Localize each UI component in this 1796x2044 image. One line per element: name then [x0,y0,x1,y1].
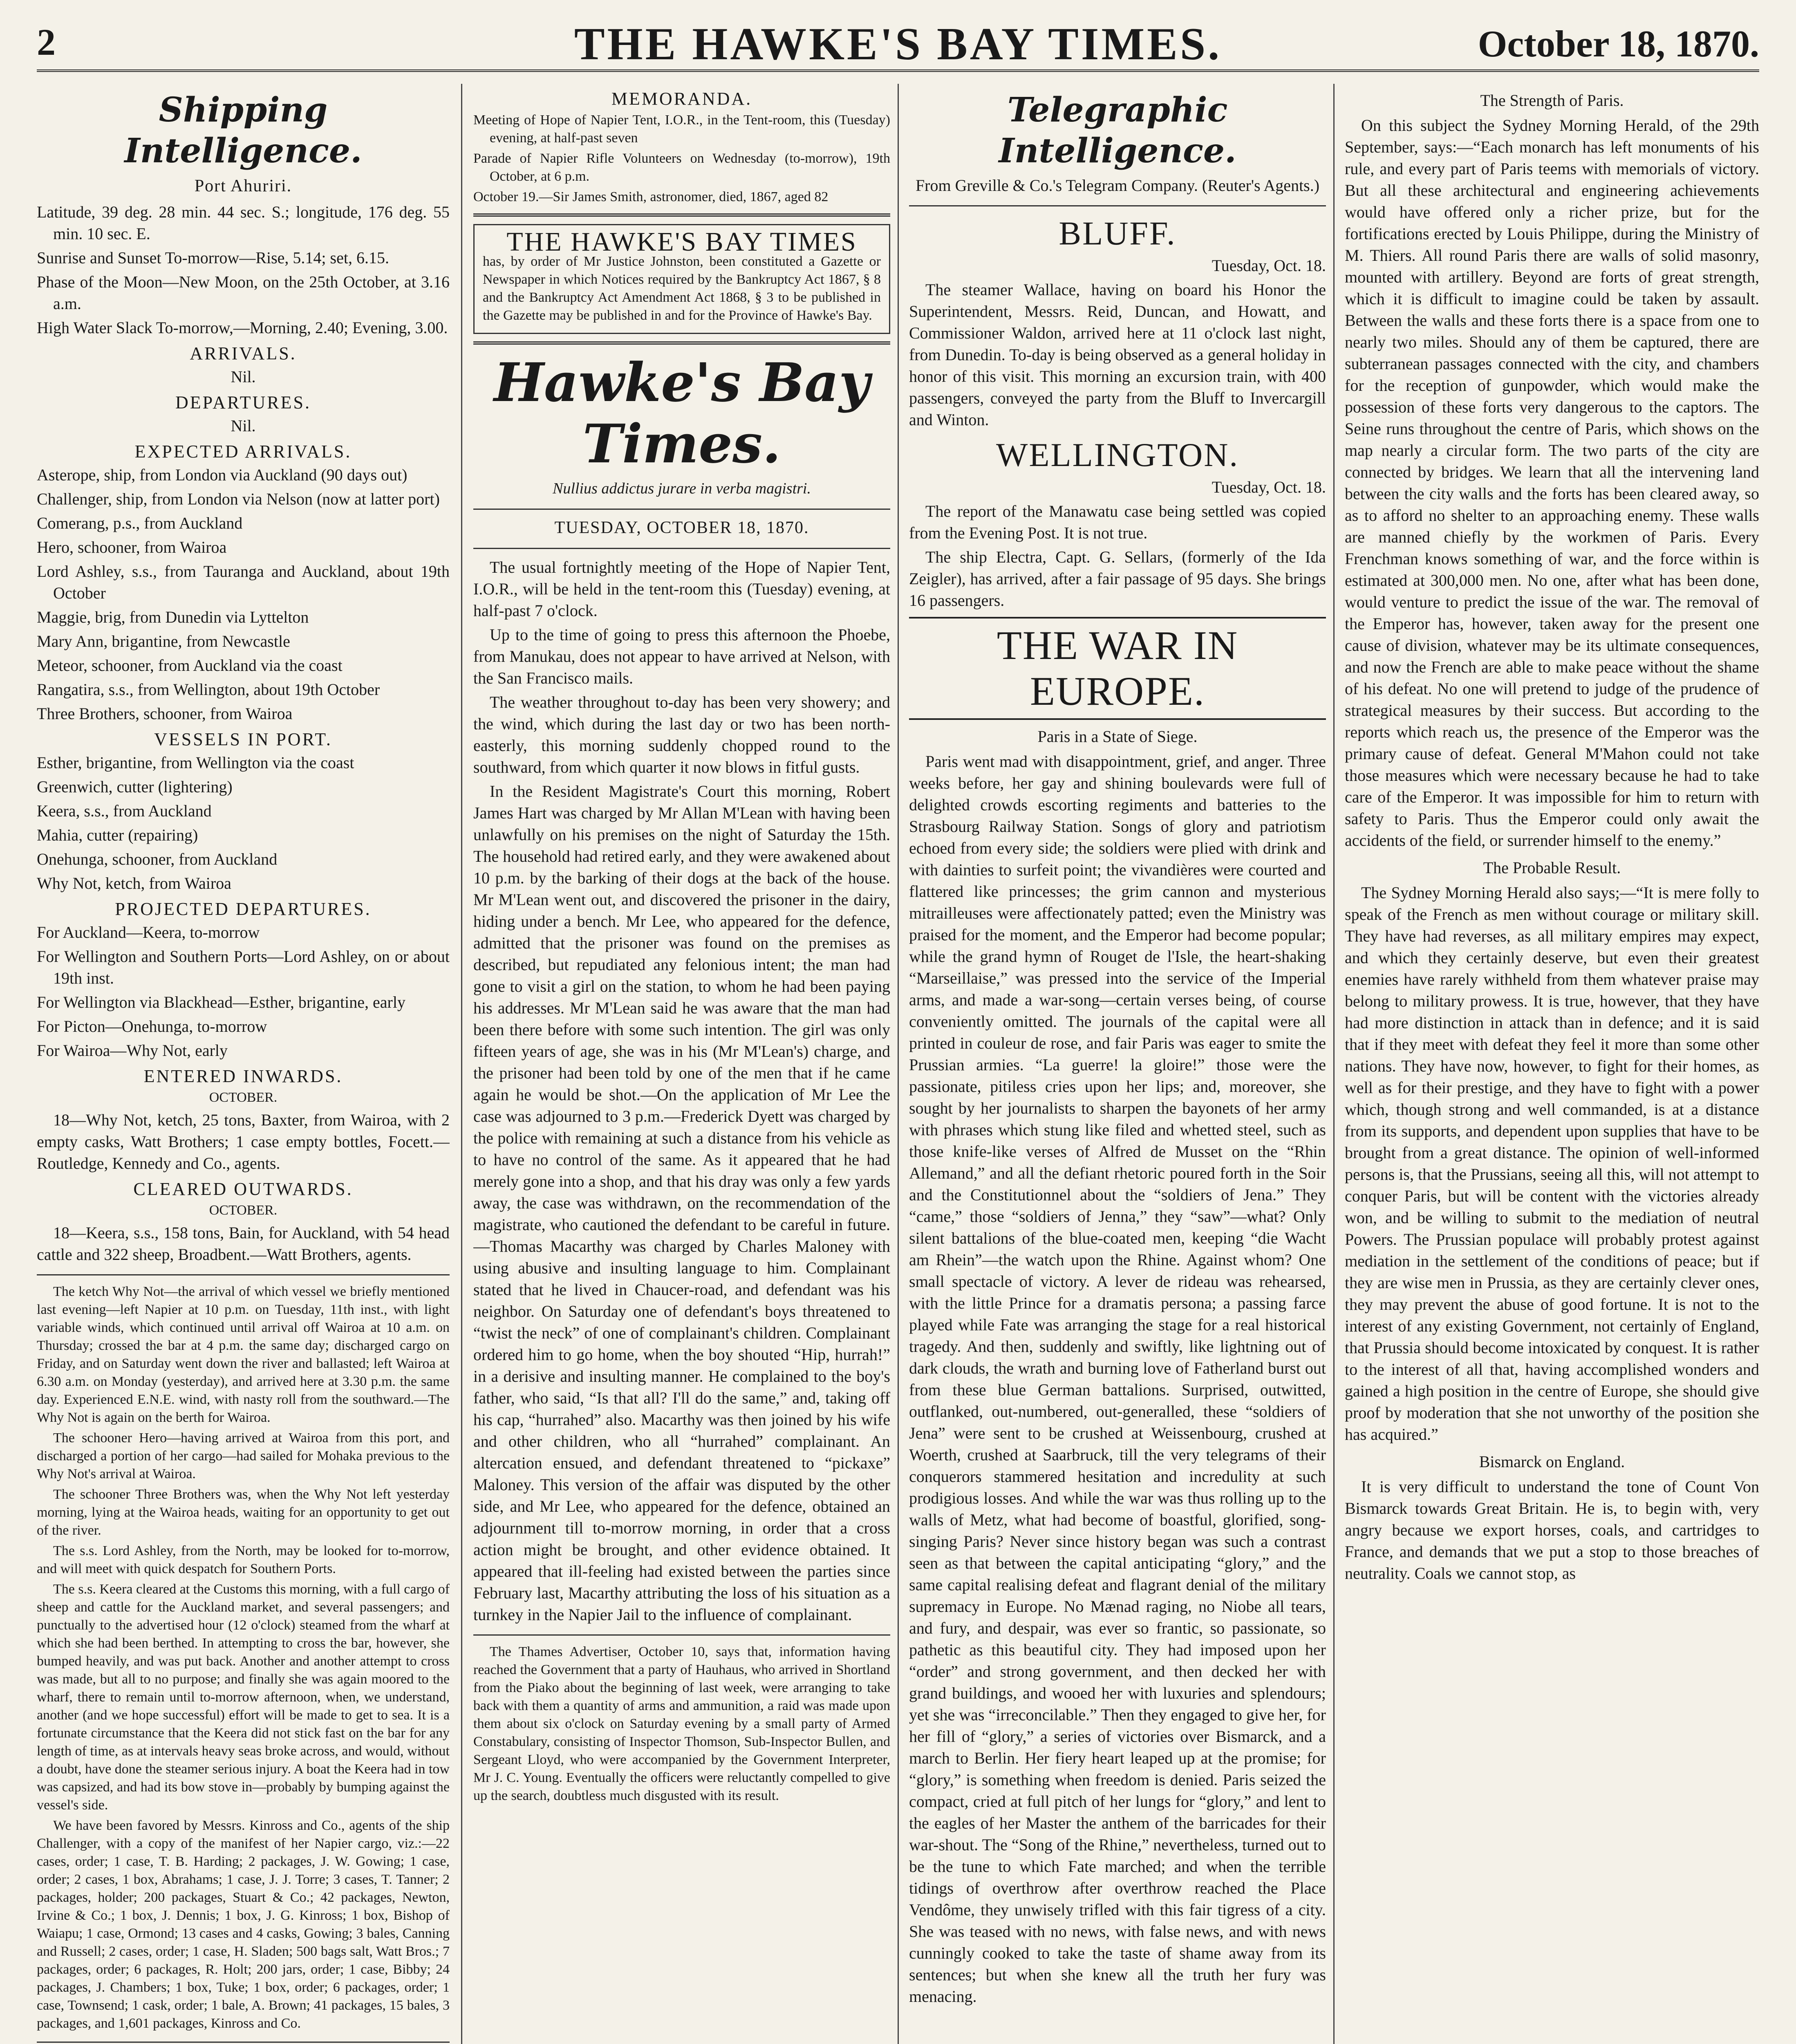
war-subheading: Paris in a State of Siege. [1037,727,1198,746]
memoranda-item: Meeting of Hope of Napier Tent, I.O.R., in the Tent-room, this (Tuesday) evening, at half-past seven [473,112,890,146]
war-paragraph: It is very difficult to understand the tone of Count Von Bismarck towards Great Britain. He is, to begin with, very angry because we export horses, coals, and cartridges to France, and demands that we put a stop to those breaches of neutrality. Coals we cannot stop, as [1345,1477,1759,1582]
arrivals-heading: ARRIVALS. [190,343,297,363]
list-item: Keera, s.s., from Auckland [37,802,212,820]
moon-phase: Phase of the Moon—New Moon, on the 25th October, at 3.16 a.m. [37,273,450,313]
war-paragraph: The Sydney Morning Herald also says;—“It is mere folly to speak of the French as men without courage or military skill. They have had reverses, as all military empires may expect, and which they certainly deserve, but even their greatest enemies have rarely withheld from them whatever praise may belong to military prowess. It is true, however, that they have had more distinction in attack than in defence; and it is said that if they meet with defeat they feel it more than some other nations. They have now, however, to fight for their homes, as well as for their prestige, and they have to fight with a power which, though strong and well commanded, is at a distance from its supports, and dependent upon supplies that have to be brought from a great distance. The opinion of well-informed persons is, that the Prussians, seeing all this, will not attempt to conquer Paris, but will be content with the victories already won, and be willing to submit to the mediation of neutral Powers. The Prussian populace will probably protest against mediation in the settlement of the conditions of peace; but if they are wise men in Prussia, as they are certainly clever ones, they may prevent the abuse of good fortune. It is not to the interest of any existing Government, not certainly of England, that Prussia should become intoxicated by conquest. It is rather to the interest of all that, having accomplished wonders and gained a high position in the centre of Europe, she should give proof by moderation that she not unworthy of the position she has acquired.” [1345,883,1759,1443]
divider [909,205,1326,206]
column-rule [1333,84,1335,2044]
list-item: For Picton—Onehunga, to-morrow [37,1017,267,1035]
sunrise: Sunrise and Sunset To-morrow—Rise, 5.14; set, 6.15. [37,249,389,267]
issue-date: October 18, 1870. [1478,23,1759,65]
arrivals-text: Nil. [231,368,256,386]
column-rule [898,84,899,2044]
list-item: Asterope, ship, from London via Auckland (90 days out) [37,466,408,484]
cleared-month: OCTOBER. [209,1203,278,1218]
list-item: Challenger, ship, from London via Nelson (now at latter port) [37,490,440,508]
shipping-note: The s.s. Keera cleared at the Customs this morning, with a full cargo of sheep and cattle for the Auckland market, and several passengers; and punctually to the advertised hour (12 o'clock) steamed from the wharf at which she had been berthed. In attempting to cross the bar, however, she bumped heavily, and was put back. Another and another attempt to cross was made, but all to no purpose; and finally she was again moored to the wharf, there to remain until to-morrow afternoon, when, we understand, another (and we hope successful) effort will be made to get to sea. It is a fortunate circumstance that the Keera did not stick fast on the bar for any length of time, as at intervals heavy seas broke across, and would, without a doubt, have done the steamer serious injury. A boat the Keera had in tow was capsized, and had its bow stove in—probably by bumping against the vessel's side. [37,1582,450,1813]
column-shipping [37,84,450,2044]
war-paragraph: Paris went mad with disappointment, grief, and anger. Three weeks before, her gay and shining boulevards were full of delighted crowds escorting regiments and batteries to the Strasbourg Railway Station. Songs of glory and patriotism echoed from every side; the soldiers were plied with drink and with dainties to surfeit point; the vivandières were courted and flattered like princesses; the grim cannon and mysterious mitrailleuses were affectionately patted; even the Ministry was praised for the moment, and the Emperor had become popular; while the grand hymn of Rouget de l'Isle, the heart-shaking “Marseillaise,” was pressed into the service of the Imperial arms, and made a war-song—certain verses being, of course conveniently omitted. The journals of the capital were all printed in couleur de rose, and fair Paris was eager to smite the Prussian armies. “La guerre! la gloire!” those were the passionate, pitiless cries upon her lips; and, moreover, she sought by her journalists to sharpen the bayonets of her army with phrases which stung like filed and whetted steel, such as those knife-like verses of Alfred de Musset on the “Rhin Allemand,” and all the defiant rhetoric poured forth in the Soir and the Constitutionnel about the “soldiers of Jena.” They “came,” those “soldiers of Jenna,” they “saw”—what? Only silent battalions of the blue-coated men, keeping “die Wacht am Rhein”—the watch upon the Rhine. Against whom? One small spectacle of victory. A lever de rideau was rehearsed, with the little Prince for a dramatis persona; a passing farce played while Fate was arranging the stage for a real historical tragedy. And then, suddenly and swiftly, like lightning out of dark clouds, the wrath and burning love of Fatherland burst out from these blue German battalions. Surprised, outwitted, outflanked, out-numbered, out-generalled, these “soldiers of Jena” were sent to be crushed at Weissenbourg, crushed at Woerth, crushed at Saarbruck, till the very telegrams of their conquerors stammered hesitation and incredulity at such prodigious losses. And while the war was thus rolling up to the walls of Metz, what had become of boastful, glorified, song-singing Paris? Never since history began was such a contrast seen as that between the capital anticipating “glory,” and the same capital realising defeat and flagrant denial of the military supremacy in Europe. No Mænad raging, no Niobe all tears, and fury, and despair, was ever so frantic, so passionate, so pathetic as this beautiful city. They had imposed upon her “order” and strong government, and then decked her with grand buildings, and wooed her with luxuries and splendours; yet she was “irreconcilable.” Then they engaged to give her, for her fill of “glory,” a series of victories over Bismarck, and a march to Berlin. Her fiery heart leaped up at the promise; for “glory,” is something when freedom is denied. Paris seized the compact, cried at full pitch of her lungs for “glory,” and lent to the eagles of her Master the anthem of the barricades for their war-shout. The “Song of the Rhine,” nevertheless, turned out to be the tune to which Fate marched; and when the terrible tidings of overthrow after overthrow reached the Place Vendôme, they unwisely trifled with this fair tigress of a city. She was teased with no news, with false news, and with news cunningly cooked to take the taste of shame away from its sentences; but when she knew all the truth her fury was menacing. [909,752,1326,2006]
shipping-note: The schooner Hero—having arrived at Wairoa from this port, and discharged a portion of her cargo—had sailed for Mohaka previous to the Why Not's arrival at Wairoa. [37,1430,450,1481]
bluff-heading: BLUFF. [1059,215,1176,252]
page-number: 2 [37,21,56,63]
newspaper-title: THE HAWKE'S BAY TIMES. [574,19,1222,69]
divider [37,1274,450,1275]
telegraphic-heading: Telegraphic Intelligence. [999,90,1236,170]
port-heading: Port Ahuriri. [194,177,292,195]
divider [473,1634,890,1636]
entered-text: 18—Why Not, ketch, 25 tons, Baxter, from Wairoa, with 2 empty casks, Watt Brothers; 1 case empty bottles, Focett.—Routledge, Kennedy and Co., agents. [37,1111,450,1172]
list-item: For Wellington and Southern Ports—Lord Ashley, on or about 19th inst. [37,947,450,987]
cleared-heading: CLEARED OUTWARDS. [133,1179,353,1199]
leader-title: Hawke's Bay Times. [494,351,870,475]
divider [473,341,890,345]
leader-paragraph: In the Resident Magistrate's Court this morning, Robert James Hart was charged by Mr Allan M'Lean with having been unlawfully on his premises on the night of Saturday the 15th. The household had retired early, and they were awakened about 10 p.m. by the barking of their dogs at the back of the house. Mr M'Lean went out, and discovered the prisoner in the dairy, hiding under a bench. Mr Lee, who appeared for the defence, admitted that the prisoner was found on the premises as described, but repudiated any felonious intent; the man had gone to visit a girl on the station, to whom he had been paying his addresses. Mr M'Lean said he was aware that the man had been there before with some such intention. The girl was only fifteen years of age, she was in his (Mr M'Lean's) charge, and the prisoner had been told by one of the men that if he came again he would be shot.—On the application of Mr Lee the case was adjourned to 3 p.m.—Frederick Dyett was charged by the police with remaining at such a distance from his vehicle as to have no control of the same. As it appeared that he had merely gone into a shop, and that his dray was only a few yards away, the case was withdrawn, on the recommendation of the magistrate, who cautioned the defendant to be careful in future.—Thomas Macarthy was charged by Charles Maloney with using abusive and insulting language to him. Complainant stated that he lived in Chaucer-road, and defendant was his neighbor. On Saturday one of defendant's boys threatened to “twist the neck” of one of complainant's children. Complainant ordered him to go home, when the boy shouted “Hip, hurrah!” in a derisive and insulting manner. He complained to the boy's father, who said, “Is that all? I'll do the same,” and, taking off his cap, “hurrahed” also. Macarthy was then joined by his wife and other children, who all “hurrahed” complainant. An altercation ensued, and defendant threatened to “pickaxe” Maloney. This version of the affair was disputed by the other side, and Mr Lee, who appeared for the defence, obtained an adjournment till to-morrow morning, in order that a cross action might be brought, and other evidence obtained. It appeared that ill-feeling had existed between the parties since February last, Macarthy attributing the loss of his situation as a turnkey in the Napier Jail to the influence of complainant. [473,782,890,1624]
shipping-note: The ketch Why Not—the arrival of which vessel we briefly mentioned last evening—left Napier at 10 p.m. on Tuesday, 11th inst., with light variable winds, which continued until arrival off Wairoa at 10 a.m. on Thursday; crossed the bar at 4 p.m. the same day; discharged cargo on Friday, and on Saturday went down the river and ballasted; left Wairoa at 6.30 a.m. on Monday (yesterday), and arrived here at 3.30 p.m. the same day. Experienced E.N.E. wind, with nasty roll from the southward.—The Why Not is again on the berth for Wairoa. [37,1284,450,1425]
list-item: Lord Ashley, s.s., from Tauranga and Auckland, about 19th October [37,562,450,602]
list-item: Onehunga, schooner, from Auckland [37,850,278,868]
entered-month: OCTOBER. [209,1090,278,1105]
departures-heading: DEPARTURES. [175,392,311,412]
leader-paragraph: Up to the time of going to press this afternoon the Phoebe, from Manukau, does not appear to have arrived at Nelson, with the San Francisco mails. [473,625,890,687]
projected-heading: PROJECTED DEPARTURES. [115,899,372,919]
memoranda-item: October 19.—Sir James Smith, astronomer, died, 1867, aged 82 [473,189,829,204]
telegraphic-source: From Greville & Co.'s Telegram Company. (Reuter's Agents.) [915,176,1320,195]
shipping-note: We have been favored by Messrs. Kinross and Co., agents of the ship Challenger, with a copy of the manifest of her Napier cargo, viz.:—22 cases, order; 1 case, T. B. Harding; 2 packages, J. W. Gowing; 1 case, order; 2 cases, 1 box, Abrahams; 1 case, J. J. Torre; 3 cases, T. Tanner; 2 packages, holder; 200 packages, Stuart & Co.; 42 packages, Newton, Irvine & Co.; 1 box, J. Dennis; 1 box, J. G. Kinross; 1 box, Bishop of Waiapu; 1 case, Ormond; 13 cases and 4 casks, Gowing; 3 bales, Canning and Russell; 2 cases, order; 1 case, H. Sladen; 500 bags salt, Watt Bros.; 7 packages, order; 6 packages, R. Holt; 200 jars, order; 1 case, Bibby; 24 packages, J. Chambers; 1 box, Tuke; 1 box, order; 6 packages, order; 1 case, Townsend; 1 cask, order; 1 bale, A. Brown; 41 packages, 15 bales, 3 packages, and 1,601 packages, Kinross and Co. [37,1818,450,2031]
list-item: Hero, schooner, from Wairoa [37,538,227,556]
latlong: Latitude, 39 deg. 28 min. 44 sec. S.; longitude, 176 deg. 55 min. 10 sec. E. [37,203,450,243]
cleared-text: 18—Keera, s.s., 158 tons, Bain, for Auckland, with 54 head cattle and 322 sheep, Broadbent.—Watt Brothers, agents. [37,1224,450,1264]
list-item: Why Not, ketch, from Wairoa [37,874,231,892]
high-water: High Water Slack To-morrow,—Morning, 2.40; Evening, 3.00. [37,318,448,337]
wellington-date: Tuesday, Oct. 18. [1212,478,1326,496]
memoranda-item: Parade of Napier Rifle Volunteers on Wednesday (to-morrow), 19th October, at 6 p.m. [473,151,890,184]
divider [473,509,890,510]
divider [473,213,890,217]
list-item: Greenwich, cutter (lightering) [37,778,233,796]
shipping-note: The schooner Three Brothers was, when the Why Not left yesterday morning, lying at the Wairoa heads, waiting for an opportunity to get out of the river. [37,1487,450,1538]
leader-date: TUESDAY, OCTOBER 18, 1870. [554,518,809,537]
list-item: For Auckland—Keera, to-morrow [37,923,260,941]
list-item: Rangatira, s.s., from Wellington, about 19th October [37,680,380,699]
bluff-text: The steamer Wallace, having on board his Honor the Superintendent, Messrs. Reid, Duncan, and Howatt, and Commissioner Waldon, arrived here at 11 o'clock last night, from Dunedin. To-day is being observed as a general holiday in honor of this visit. This morning an excursion train, with 400 passengers, conveyed the party from the Bluff to Invercargill and Winton. [909,280,1326,429]
column-telegraphic [909,84,1326,2044]
war-subheading: The Strength of Paris. [1480,91,1624,110]
war-paragraph: On this subject the Sydney Morning Herald, of the 29th September, says:—“Each monarch has left monuments of his rule, and every part of Paris teems with memorials of victory. But all these architectural and engineering achievements would have offered only a richer prize, but for the fortifications erected by Louis Philippe, during the Ministry of M. Thiers. All round Paris there are walls of solid masonry, mounted with artillery. Beyond are forts of great strength, which it is difficult to imagine could be taken by assault. Between the walls and these forts there is a space from one to nearly two miles. Should any of them be captured, there are subterranean passages connected with the city, and chambers for the reception of gunpowder, which would make the possession of these forts very dangerous to the captors. The Seine runs throughout the centre of Paris, which shows on the map nearly a circular form. The two parts of the city are connected by bridges. We learn that all the intervening land between the city walls and the forts has been cleared away, so as to afford no shelter to an approaching enemy. These walls are manned chiefly by the workmen of Paris. Every Frenchman knows something of war, and the force within is estimated at 300,000 men. No one, after what has been done, would venture to predict the issue of the war. The removal of the Emperor has, however, taken away for the present one cause of division, whatever may be its ultimate consequences, and now the French are able to make peace without the shame of his defeat. No one will pretend to judge of the prudence of strategical measures by their success. But according to the reports which reach us, the presence of the Emperor was the primary cause of defeat. General M'Mahon could not take those measures which were necessary because he had to take care of the Emperor. It was impossible for him to return with safety to Paris. Thus the Emperor could only await the accidents of the field, or surrender himself to the enemy.” [1345,116,1759,849]
divider [37,2042,450,2043]
expected-heading: EXPECTED ARRIVALS. [134,442,352,462]
column-leader [473,84,890,2044]
wellington-text: The ship Electra, Capt. G. Sellars, (formerly of the Ida Zeigler), has arrived, after a fair passage of 95 days. She brings 16 passengers. [909,548,1326,610]
list-item: Mary Ann, brigantine, from Newcastle [37,632,290,650]
list-item: Comerang, p.s., from Auckland [37,514,243,532]
leader-paragraph: The weather throughout to-day has been very showery; and the wind, which during the last day or two has been north-easterly, this morning suddenly chopped round to the southward, from which quarter it now blows in fitful gusts. [473,693,890,776]
column-rule [461,84,462,2044]
war-subheading: The Probable Result. [1483,858,1621,877]
wellington-text: The report of the Manawatu case being settled was copied from the Evening Post. It is not true. [909,502,1326,542]
column-war-continued [1345,84,1759,2044]
memoranda-heading: MEMORANDA. [611,89,752,109]
leader-motto: Nullius addictus jurare in verba magistri. [553,480,811,497]
leader-paragraph: The usual fortnightly meeting of the Hope of Napier Tent, I.O.R., will be held in the tent-room this (Tuesday) evening, at half-past 7 o'clock. [473,558,890,620]
departures-text: Nil. [231,417,256,435]
leader-paragraph: The Thames Advertiser, October 10, says that, information having reached the Government that a party of Hauhaus, who arrived in Shortland from the Piako about the beginning of last week, were arranging to take back with them a quantity of arms and ammunition, a raid was made upon them about six o'clock on Saturday evening by a small party of Armed Constabulary, consisting of Inspector Thomson, Sub-Inspector Bullen, and Sergeant Lloyd, who were accompanied by the Government Interpreter, Mr J. C. Young. Eventually the officers were reluctantly compelled to give up the search, doubtless much disgusted with its result. [473,1644,890,1803]
list-item: For Wellington via Blackhead—Esther, brigantine, early [37,993,405,1011]
notice-text: has, by order of Mr Justice Johnston, been constituted a Gazette or Newspaper in which Notices required by the Bankruptcy Act 1867, § 8 and the Bankruptcy Act Amendment Act 1868, § 3 to be published in the Gazette may be published in and for the Province of Hawke's Bay. [483,254,881,323]
shipping-note: The s.s. Lord Ashley, from the North, may be looked for to-morrow, and will meet with quick despatch for Southern Ports. [37,1543,450,1576]
list-item: Maggie, brig, from Dunedin via Lyttelton [37,608,309,626]
list-item: Esther, brigantine, from Wellington via the coast [37,753,354,772]
bluff-date: Tuesday, Oct. 18. [1212,256,1326,275]
list-item: Meteor, schooner, from Auckland via the coast [37,656,343,675]
gazette-notice [473,224,890,334]
notice-title: THE HAWKE'S BAY TIMES [506,227,857,257]
shipping-heading: Shipping Intelligence. [124,90,362,170]
list-item: For Wairoa—Why Not, early [37,1041,228,1060]
list-item: Mahia, cutter (repairing) [37,826,198,844]
war-heading: THE WAR IN EUROPE. [909,617,1326,720]
entered-heading: ENTERED INWARDS. [143,1066,343,1086]
wellington-heading: WELLINGTON. [996,436,1239,473]
list-item: Three Brothers, schooner, from Wairoa [37,704,293,723]
divider [473,548,890,549]
inport-heading: VESSELS IN PORT. [154,729,332,749]
masthead [37,12,1759,72]
war-subheading: Bismarck on England. [1479,1452,1625,1471]
